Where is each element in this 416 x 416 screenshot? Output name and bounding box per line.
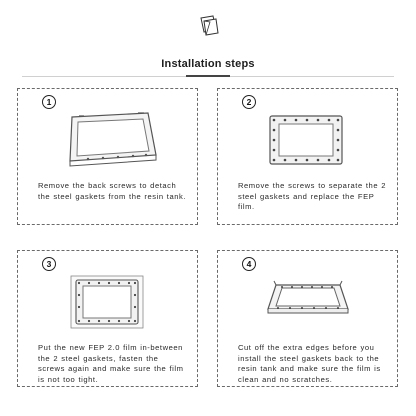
steel-gasket-frame-icon bbox=[218, 89, 399, 179]
fep-film-gasket-icon bbox=[18, 251, 199, 341]
resin-tank-icon bbox=[18, 89, 199, 179]
step-card-4 bbox=[217, 250, 398, 387]
step-card-1 bbox=[17, 88, 198, 225]
step-description: Remove the back screws to detach the steel gaskets from the resin tank. bbox=[38, 181, 186, 201]
step-card-3 bbox=[17, 250, 198, 387]
step-number-badge: 1 bbox=[42, 95, 56, 109]
step-description: Put the new FEP 2.0 film in-between the 2 steel gaskets, fasten the screws again and make sure the film is not too tight. bbox=[38, 343, 184, 384]
step-number-badge: 2 bbox=[242, 95, 256, 109]
step-description: Cut off the extra edges before you install the steel gaskets back to the resin tank and make sure the film is clean and no scratches. bbox=[238, 343, 381, 384]
step-description: Remove the screws to separate the 2 steel gaskets and replace the FEP film. bbox=[238, 181, 387, 212]
page-title: Installation steps bbox=[161, 58, 255, 70]
folded-sheet-icon bbox=[196, 12, 222, 38]
step-number-badge: 4 bbox=[242, 257, 256, 271]
assembled-resin-tank-icon bbox=[218, 251, 399, 341]
title-underline bbox=[186, 75, 230, 77]
step-number-badge: 3 bbox=[42, 257, 56, 271]
step-card-2 bbox=[217, 88, 398, 225]
